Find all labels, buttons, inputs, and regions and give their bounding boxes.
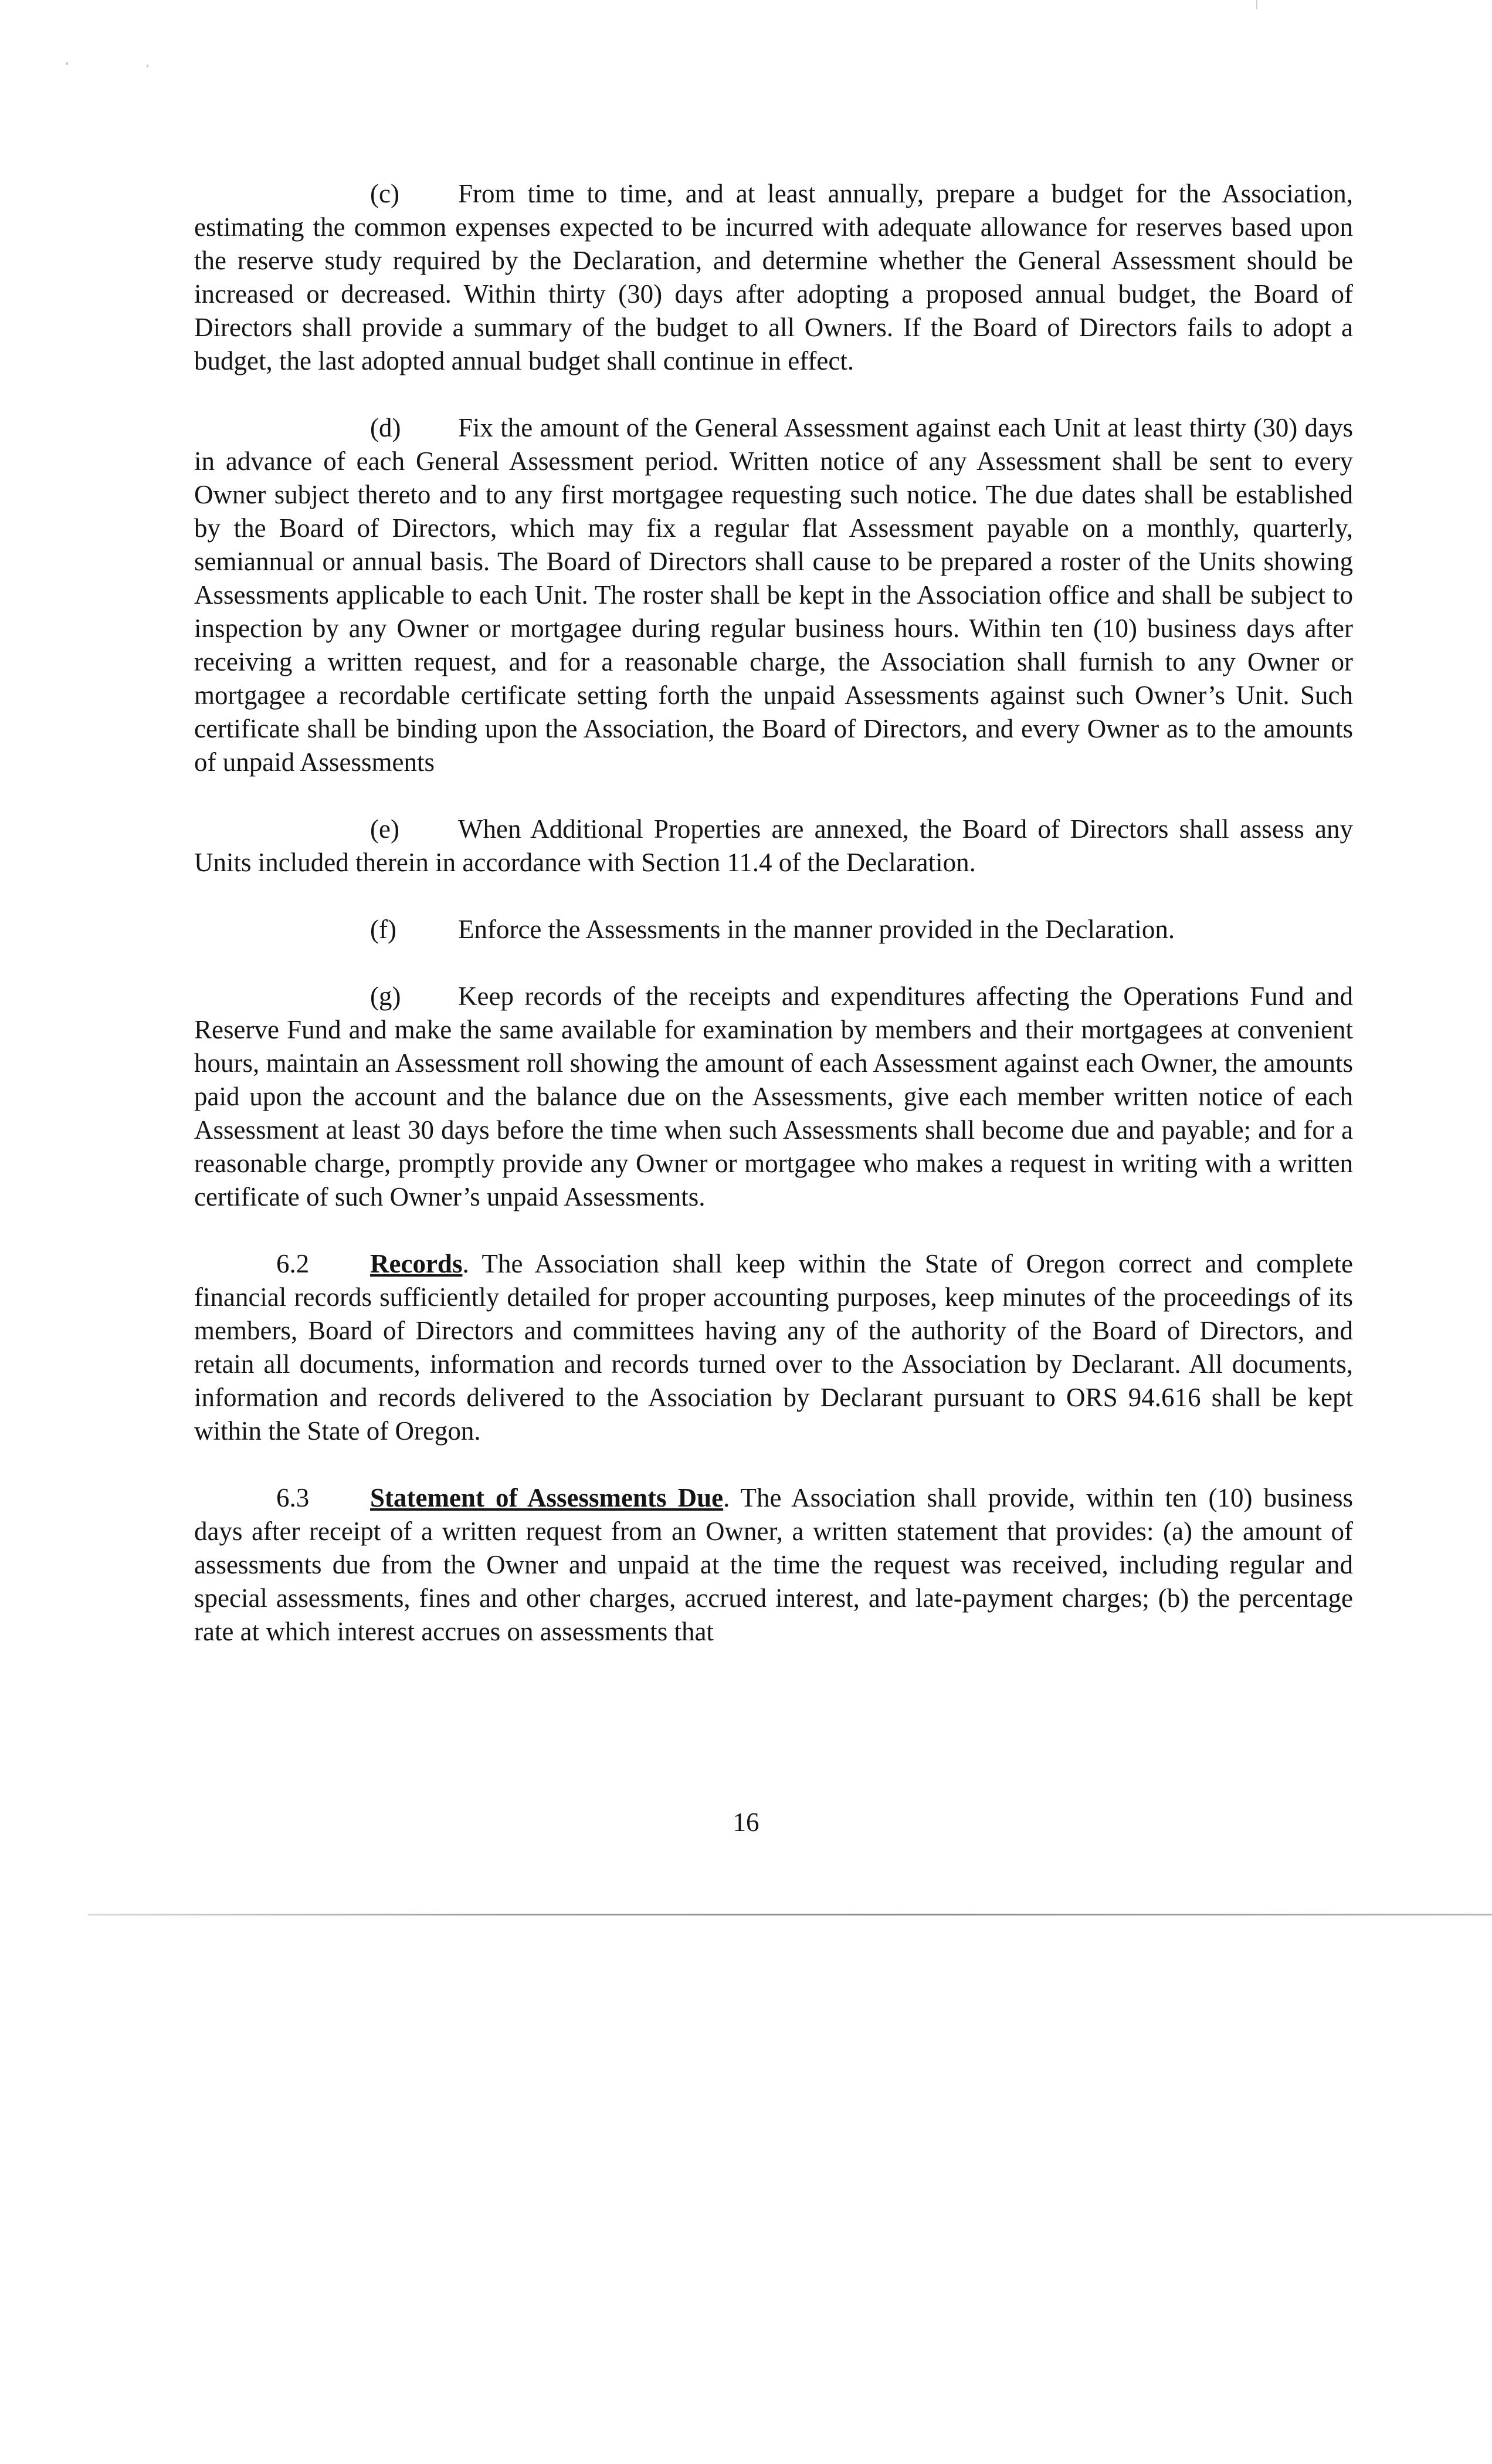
paragraph-label: (g) xyxy=(370,981,401,1011)
section-heading: Statement of Assessments Due xyxy=(370,1483,724,1512)
paragraph-text: Keep records of the receipts and expenditures affecting the Operations Fund and Reserve Fund and make the same available for examination by members and their mortgagees at convenient hours, maintain an Assessment roll showing the amount of each Assessment against each Owner, the amounts paid upon the account and the balance due on the Assessments, give each member written notice of each Assessment at least 30 days before the time when such Assessments shall become due and payable; and for a reasonable charge, promptly provide any Owner or mortgagee who makes a request in writing with a written certificate of such Owner’s unpaid Assessments. xyxy=(194,981,1353,1211)
scan-speck xyxy=(147,65,148,67)
section-6-3-statement-of-assessments-due xyxy=(194,1481,1353,1649)
scan-speck xyxy=(66,62,68,65)
paragraph-label: (d) xyxy=(370,413,401,442)
section-text: . The Association shall keep within the State of Oregon correct and complete financial records sufficiently detailed for proper accounting purposes, keep minutes of the proceedings of its members, Board of Directors and committees having any of the authority of the Board of Directors, and retain all documents, information and records turned over to the Association by Declarant. All documents, information and records delivered to the Association by Declarant pursuant to ORS 94.616 shall be kept within the State of Oregon. xyxy=(194,1249,1353,1446)
paragraph-f xyxy=(370,913,1353,946)
paragraph-text: Fix the amount of the General Assessment against each Unit at least thirty (30) days in advance of each General Assessment period. Written notice of any Assessment shall be sent to every Owner subject thereto and to any first mortgagee requesting such notice. The due dates shall be established by the Board of Directors, which may fix a regular flat Assessment payable on a monthly, quarterly, semiannual or annual basis. The Board of Directors shall cause to be prepared a roster of the Units showing Assessments applicable to each Unit. The roster shall be kept in the Association office and shall be subject to inspection by any Owner or mortgagee during regular business hours. Within ten (10) business days after receiving a written request, and for a reasonable charge, the Association shall furnish to any Owner or mortgagee a recordable certificate setting forth the unpaid Assessments against such Owner’s Unit. Such certificate shall be binding upon the Association, the Board of Directors, and every Owner as to the amounts of unpaid Assessments xyxy=(194,413,1353,777)
scan-page-edge-line xyxy=(88,1914,1492,1915)
paragraph-g xyxy=(194,980,1353,1214)
paragraph-e xyxy=(194,813,1353,879)
section-6-2-records xyxy=(194,1247,1353,1448)
paragraph-c xyxy=(194,177,1353,378)
document-body xyxy=(194,177,1353,1682)
paragraph-text: From time to time, and at least annually, prepare a budget for the Association, estimating the common expenses expected to be incurred with adequate allowance for reserves based upon the reserve study required by the Declaration, and determine whether the General Assessment should be increased or decreased. Within thirty (30) days after adopting a proposed annual budget, the Board of Directors shall provide a summary of the budget to all Owners. If the Board of Directors fails to adopt a budget, the last adopted annual budget shall continue in effect. xyxy=(194,179,1353,375)
paragraph-label: (c) xyxy=(370,179,399,208)
scan-edge-mark xyxy=(1256,0,1257,9)
paragraph-label: (e) xyxy=(370,814,399,844)
section-heading: Records xyxy=(370,1249,463,1278)
section-number: 6.3 xyxy=(276,1483,310,1512)
page-number: 16 xyxy=(733,1808,759,1837)
paragraph-label: (f) xyxy=(370,915,396,944)
paragraph-d xyxy=(194,411,1353,779)
paragraph-text: Enforce the Assessments in the manner provided in the Declaration. xyxy=(458,915,1175,944)
paragraph-text: When Additional Properties are annexed, the Board of Directors shall assess any Units included therein in accordance with Section 11.4 of the Declaration. xyxy=(194,814,1353,877)
section-text: . The Association shall provide, within ten (10) business days after receipt of a written request from an Owner, a written statement that provides: (a) the amount of assessments due from the Owner and unpaid at the time the request was received, including regular and special assessments, fines and other charges, accrued interest, and late-payment charges; (b) the percentage rate at which interest accrues on assessments that xyxy=(194,1483,1353,1646)
section-number: 6.2 xyxy=(276,1249,310,1278)
